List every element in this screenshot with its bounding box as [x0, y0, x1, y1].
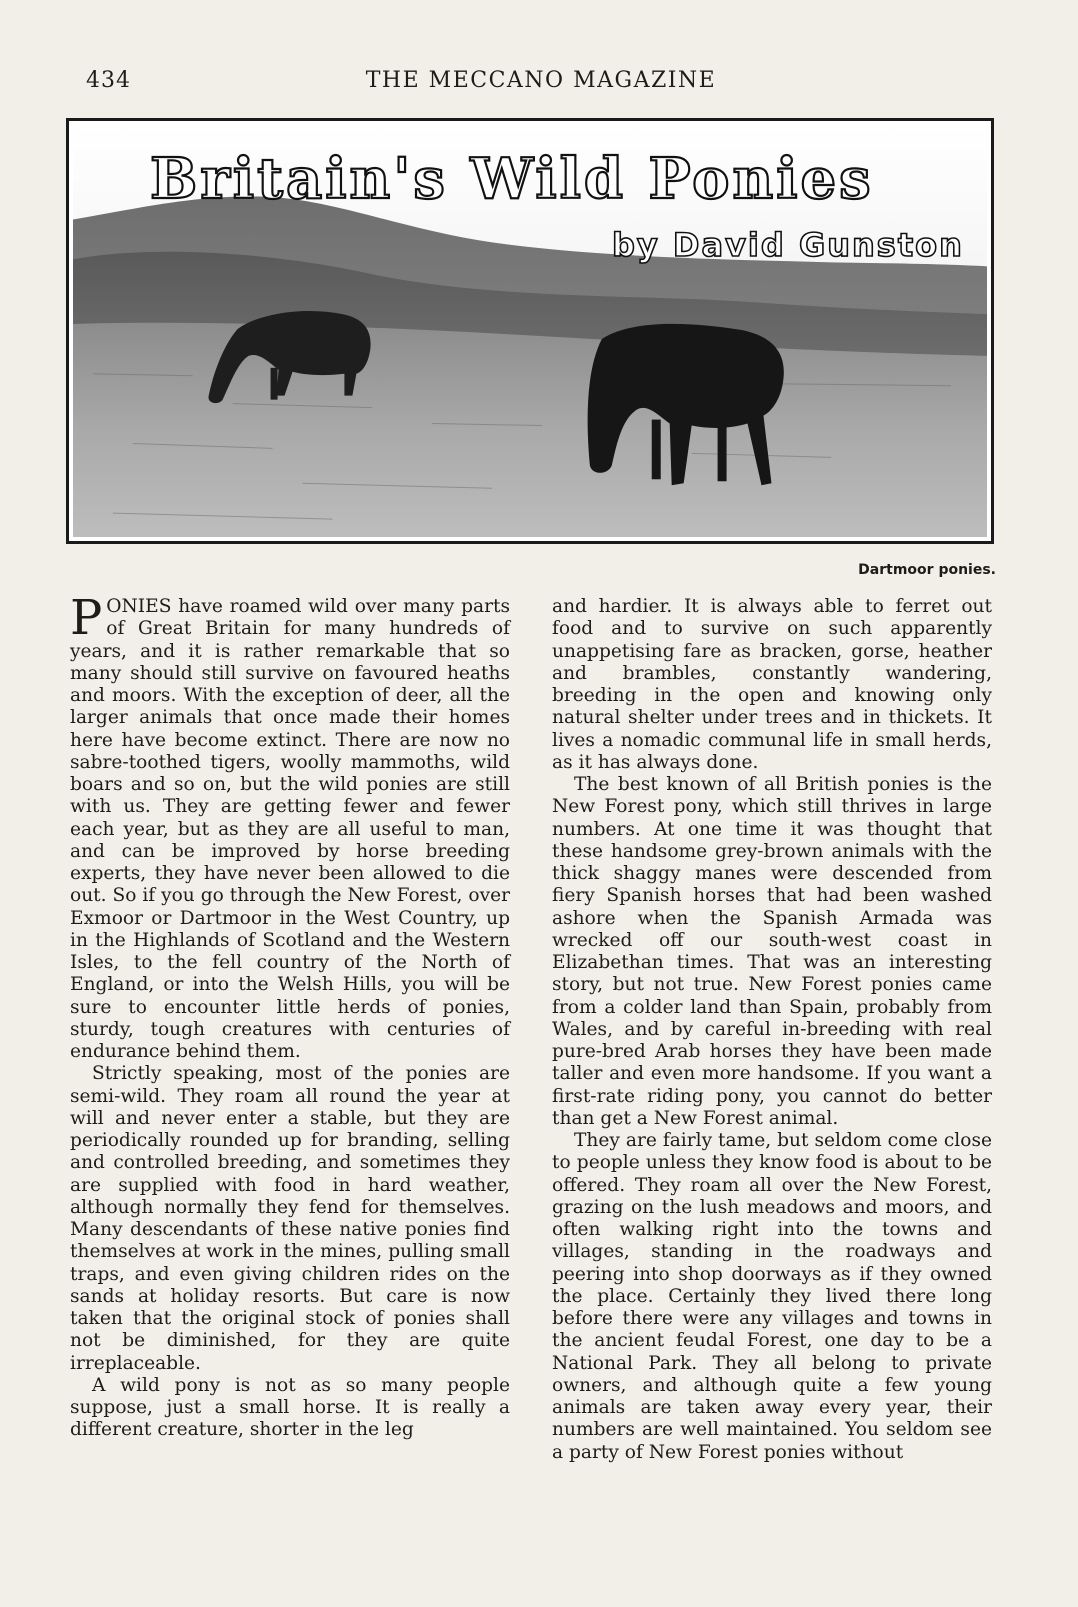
paragraph-1: [70, 590, 510, 1063]
paragraph-4: The best known of all British ponies is the New Forest pony, which still thrives in large numbers. At one time it was thought that these handsome grey-brown animals with the thick shaggy manes were descended from fiery Spanish horses that had been washed ashore when the Spanish Armada was wrecked off our south-west coast in Elizabethan times. That was an interesting story, but not true. New Forest ponies came from a colder land than Spain, probably from Wales, and by careful in-breeding with real pure-bred Arab horses they have been made taller and even more handsome. If you want a first-rate riding pony, you cannot do better than get a New Forest animal.: [552, 774, 992, 1129]
article-title: Britain's Wild Ponies: [150, 146, 874, 212]
magazine-title: THE MECCANO MAGAZINE: [365, 68, 717, 93]
paragraph-2: Strictly speaking, most of the ponies are semi-wild. They roam all round the year at will and never enter a stable, but they are periodically rounded up for branding, selling and controlled breeding, and sometimes they are supplied with food in hard weather, although normally they fend for themselves. Many descendants of these native ponies find themselves at work in the mines, pulling small traps, and even giving children rides on the sands at holiday resorts. But care is now taken that the original stock of ponies shall not be diminished, for they are quite irreplaceable.: [70, 1063, 510, 1374]
drop-cap: P: [70, 590, 103, 646]
paragraph-3: A wild pony is not as so many people suppose, just a small horse. It is really a different creature, shorter in the leg: [70, 1374, 510, 1441]
page-number: 434: [86, 68, 131, 93]
article-byline: by David Gunston: [612, 226, 964, 264]
paragraph-3-continued: and hardier. It is always able to ferret out food and to survive on such apparently unappetising fare as bracken, gorse, heather and brambles, constantly wandering, breeding in the open and knowing only natural shelter under trees and in thickets. It lives a nomadic communal life in small herds, as it has always done.: [552, 596, 992, 773]
paragraph-1-text: ONIES have roamed wild over many parts of Great Britain for many hundreds of years, and it is rather remarkable that so many should still survive on favoured heaths and moors. With the exception of deer, all the larger animals that once made their homes here have become extinct. There are now no sabre-toothed tigers, woolly mammoths, wild boars and so on, but the wild ponies are still with us. They are getting fewer and fewer each year, but as they are all useful to man, and can be improved by horse breeding experts, they have never been allowed to die out. So if you go through the New Forest, over Exmoor or Dartmoor in the West Country, up in the Highlands of Scotland and the Western Isles, to the fell country of the North of England, or into the Welsh Hills, you will be sure to encounter little herds of ponies, sturdy, tough creatures with centuries of endurance behind them.: [70, 596, 510, 1062]
photo-caption: Dartmoor ponies.: [858, 562, 996, 578]
article-column-right: [552, 596, 992, 1464]
article-column-left: [70, 590, 510, 1442]
page-header: [86, 68, 996, 102]
paragraph-5: They are fairly tame, but seldom come close to people unless they know food is about to be offered. They roam all over the New Forest, grazing on the lush meadows and moors, and often walking right into the towns and villages, standing in the roadways and peering into shop doorways as if they owned the place. Certainly they lived there long before there were any villages and towns in the ancient feudal Forest, one day to be a National Park. They all belong to private owners, and although quite a few young animals are taken away every year, their numbers are well maintained. You seldom see a party of New Forest ponies without: [552, 1130, 992, 1463]
